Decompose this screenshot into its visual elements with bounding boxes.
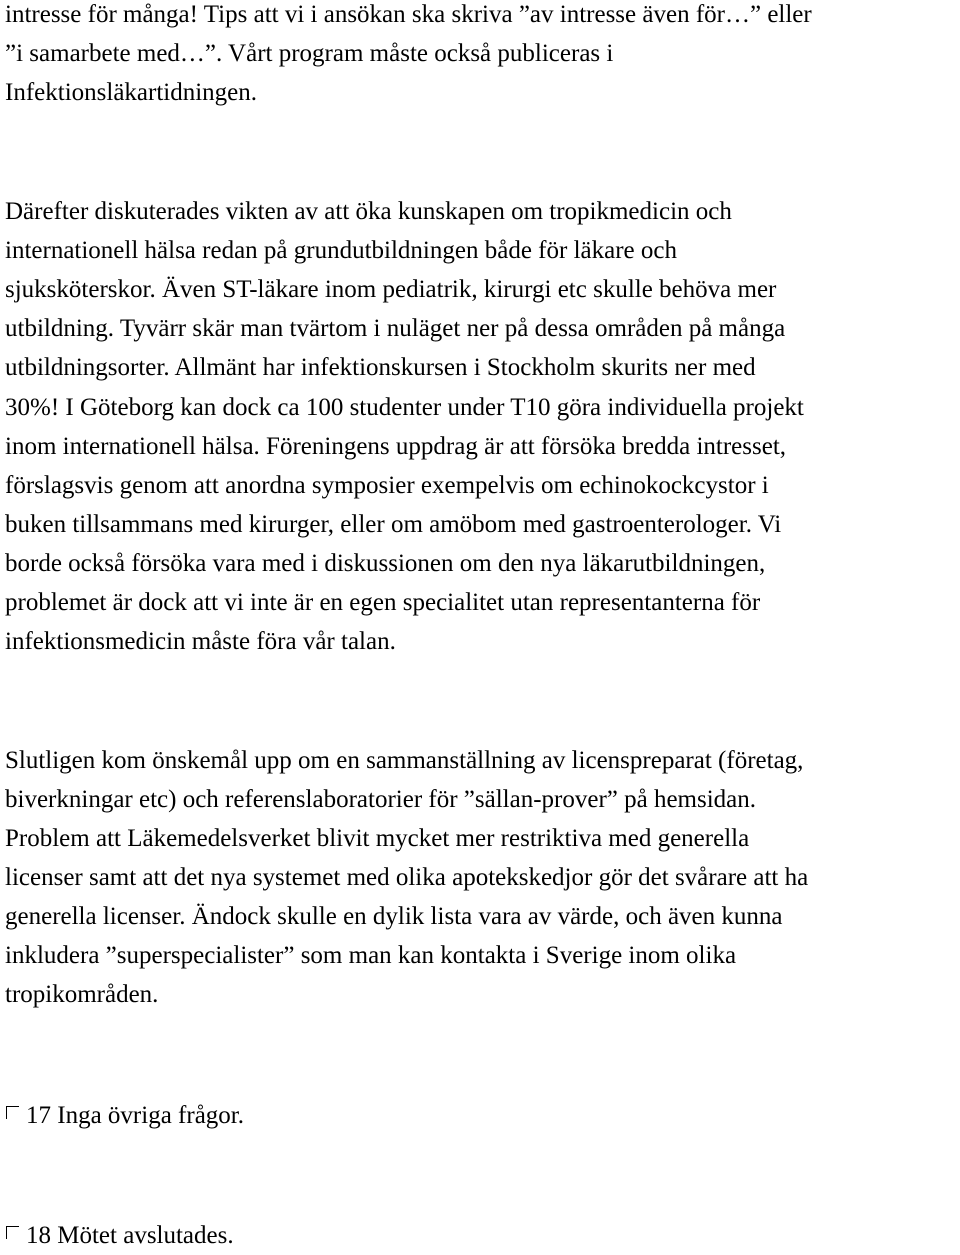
text-line: inom internationell hälsa. Föreningens uppdrag är att försöka bredda intresset,	[5, 433, 787, 460]
text-line: licenser samt att det nya systemet med olika apotekskedjor gör det svårare att ha	[5, 864, 809, 891]
text-line: intresse för många! Tips att vi i ansökan ska skriva ”av intresse även för…” eller	[5, 1, 812, 28]
text-line: tropikområden.	[5, 981, 159, 1008]
text-line: förslagsvis genom att anordna symposier exempelvis om echinokockcystor i	[5, 472, 769, 499]
text-line: Infektionsläkartidningen.	[5, 79, 258, 106]
paragraph-mark-icon	[6, 1106, 19, 1119]
text-line: Därefter diskuterades vikten av att öka kunskapen om tropikmedicin och	[5, 198, 732, 225]
text-line: infektionsmedicin måste föra vår talan.	[5, 628, 396, 655]
text-line: sjuksköterskor. Även ST-läkare inom pediatrik, kirurgi etc skulle behöva mer	[5, 276, 777, 303]
text-line: ”i samarbete med…”. Vårt program måste också publiceras i	[5, 40, 614, 67]
text-line: utbildning. Tyvärr skär man tvärtom i nuläget ner på dessa områden på många	[5, 315, 786, 342]
text-line: 30%! I Göteborg kan dock ca 100 studenter under T10 göra individuella projekt	[5, 394, 804, 421]
text-line: Slutligen kom önskemål upp om en sammanställning av licenspreparat (företag,	[5, 747, 804, 774]
text-line: internationell hälsa redan på grundutbildningen både för läkare och	[5, 237, 677, 264]
section-text: 18 Mötet avslutades.	[26, 1222, 234, 1249]
text-line: biverkningar etc) och referenslaboratorier för ”sällan-prover” på hemsidan.	[5, 786, 757, 813]
text-line: problemet är dock att vi inte är en egen specialitet utan representanterna för	[5, 589, 761, 616]
text-line: inkludera ”superspecialister” som man kan kontakta i Sverige inom olika	[5, 942, 737, 969]
paragraph-mark-icon	[6, 1226, 19, 1239]
text-line: buken tillsammans med kirurger, eller om amöbom med gastroenterologer. Vi	[5, 511, 782, 538]
text-line: utbildningsorter. Allmänt har infektionskursen i Stockholm skurits ner med	[5, 354, 756, 381]
text-line: generella licenser. Ändock skulle en dylik lista vara av värde, och även kunna	[5, 903, 783, 930]
section-text: 17 Inga övriga frågor.	[26, 1102, 244, 1129]
text-line: borde också försöka vara med i diskussionen om den nya läkarutbildningen,	[5, 550, 766, 577]
text-line: Problem att Läkemedelsverket blivit mycket mer restriktiva med generella	[5, 825, 750, 852]
